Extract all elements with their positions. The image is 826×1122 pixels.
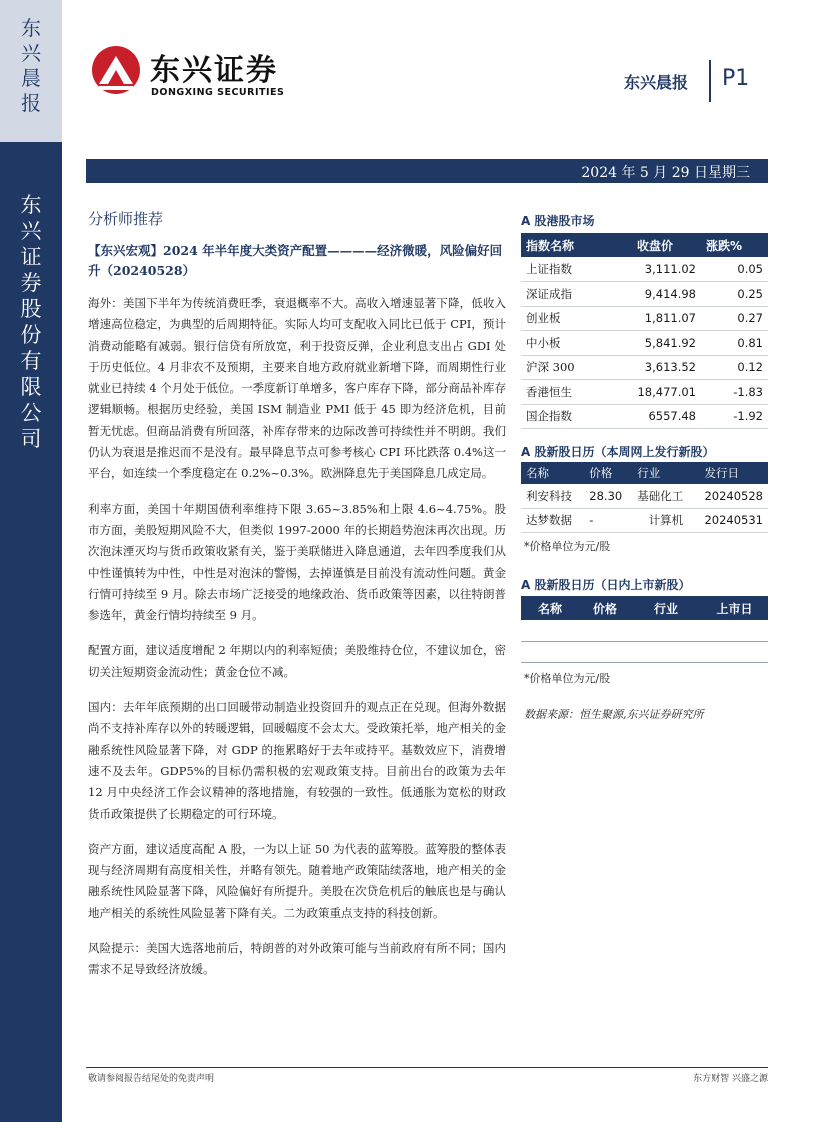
article-title: 【东兴宏观】2024 年半年度大类资产配置————经济微暖，风险偏好回升（20240528） <box>88 243 503 278</box>
close-price: 9,414.98 <box>609 282 701 307</box>
paragraph-risk: 风险提示：美国大选落地前后，特朗普的对外政策可能与当前政府有所不同；国内需求不足导致经济放缓。 <box>88 941 506 977</box>
column-header: 价格 <box>579 596 631 620</box>
report-title: 东兴晨报 <box>624 73 689 92</box>
table-header-row <box>521 462 768 484</box>
column-header: 上市日 <box>701 596 768 620</box>
change-pct: 0.81 <box>701 331 768 356</box>
table-row <box>521 380 768 405</box>
table-header-row <box>521 233 768 257</box>
table-row <box>521 620 768 641</box>
article-body <box>88 293 506 995</box>
stock-price: 28.30 <box>584 484 632 508</box>
stock-name: 达梦数据 <box>521 508 584 532</box>
stock-name: 利安科技 <box>521 484 584 508</box>
stock-price: - <box>584 508 632 532</box>
change-pct: 0.25 <box>701 282 768 307</box>
index-name: 深证成指 <box>521 282 609 307</box>
change-pct: 0.05 <box>701 257 768 282</box>
table-row <box>521 355 768 380</box>
change-pct: 0.27 <box>701 306 768 331</box>
table-row <box>521 282 768 307</box>
paragraph-domestic: 国内：去年年底预期的出口回暖带动制造业投资回升的观点正在兑现。但海外数据尚不支持补库存以外的转暖逻辑，回暖幅度不会太大。受政策托举，地产相关的金融系统性风险显著下降，对 GDP 的拖累略好于去年或持平。基数效应下，消费增速不及去年。GDP5%的目标仍需积极的宏观政策支持。目前出台的政策为去年 12 月中央经济工作会议精神的落地措施，有较强的一致性。低通胀为宽松的财政货币政策提供了长期稳定的可行环境。 <box>88 700 506 821</box>
empty-cell <box>521 620 768 641</box>
close-price: 1,811.07 <box>609 306 701 331</box>
column-header: 名称 <box>521 462 584 484</box>
column-header: 收盘价 <box>609 233 701 257</box>
empty-cell <box>521 641 768 662</box>
close-price: 18,477.01 <box>609 380 701 405</box>
sidebar-company-name: 东兴证券股份有限公司 <box>20 193 42 451</box>
column-header: 行业 <box>632 462 699 484</box>
ipo-price-note: *价格单位为元/股 <box>524 540 611 553</box>
index-name: 创业板 <box>521 306 609 331</box>
logo-english-name: DONGXING SECURITIES <box>151 87 285 98</box>
stock-industry: 计算机 <box>632 508 699 532</box>
table-row <box>521 306 768 331</box>
logo-mark-icon <box>90 44 142 102</box>
index-name: 中小板 <box>521 331 609 356</box>
ipo-table <box>521 462 768 533</box>
table-row <box>521 331 768 356</box>
section-title: 分析师推荐 <box>88 210 164 228</box>
listing-price-note: *价格单位为元/股 <box>524 672 611 685</box>
column-header: 涨跌% <box>701 233 768 257</box>
table-header-row <box>521 596 768 620</box>
data-source: 数据来源：恒生聚源,东兴证券研究所 <box>524 708 704 721</box>
issue-date: 20240528 <box>699 484 768 508</box>
column-header: 行业 <box>631 596 701 620</box>
close-price: 6557.48 <box>609 404 701 429</box>
page-number: P1 <box>722 66 750 91</box>
logo-chinese-name: 东兴证券 <box>150 53 278 88</box>
company-logo <box>90 44 290 104</box>
paragraph-rates: 利率方面，美国十年期国债利率维持下限 3.65~3.85%和上限 4.6~4.75%。股市方面，美股短期风险不大，但类似 1997-2000 年的长期趋势泡沫再次出现。历次泡沫湮灭均与货币政策收紧有关，鉴于美联储进入降息通道，去年四季度我们从中性谨慎转为中性，中性是对泡沫的警惕，去掉谨慎是目前没有流动性问题。黄金行情可持续至 9 月。除去市场广泛接受的地缘政治、货币政策等因素，以往特朗普参选年，黄金行情均持续至 9 月。 <box>88 501 506 623</box>
listing-table-title: A 股新股日历（日内上市新股） <box>521 578 691 592</box>
change-pct: 0.12 <box>701 355 768 380</box>
market-table <box>521 233 768 429</box>
index-name: 上证指数 <box>521 257 609 282</box>
paragraph-assets: 资产方面，建议适度高配 A 股，一为以上证 50 为代表的蓝筹股。蓝筹股的整体表现与经济周期有高度相关性，并略有领先。随着地产政策陆续落地，地产相关的金融系统性风险显著下降，风险偏好有所提升。美股在次贷危机后的触底也是与确认地产相关的系统性风险显著下降有关。二为政策重点支持的科技创新。 <box>88 841 506 920</box>
issue-date: 20240531 <box>699 508 768 532</box>
ipo-table-title: A 股新股日历（本周网上发行新股） <box>521 445 715 459</box>
footer-divider <box>86 1067 768 1068</box>
column-header: 指数名称 <box>521 233 609 257</box>
index-name: 国企指数 <box>521 404 609 429</box>
market-table-title: A 股港股市场 <box>521 214 595 228</box>
sidebar-report-name: 东兴晨报 <box>21 16 41 115</box>
table-row <box>521 641 768 662</box>
column-header: 名称 <box>521 596 579 620</box>
footer-slogan: 东方财智 兴盛之源 <box>693 1074 768 1084</box>
column-header: 发行日 <box>699 462 768 484</box>
footer-disclaimer: 敬请参阅报告结尾处的免责声明 <box>88 1074 215 1084</box>
paragraph-overseas: 海外：美国下半年为传统消费旺季，衰退概率不大。高收入增速显著下降，低收入增速高位稳定，为典型的后周期特征。实际人均可支配收入同比已低于 CPI，预计消费动能略有减弱。银行信贷有所放宽，利于投资反弹，企业利息支出占 GDI 处于历史低位。4 月非农不及预期，主要来自地方政府就业新增下降，而周期性行业就业已持续 4 个月处于低位。一季度新订单增多，客户库存下降，部分商品补库存逻辑顺畅。根据历史经验，美国 ISM 制造业 PMI 低于 45 即为经济危机，目前暂无忧虑。但商品消费有所回落，补库存带来的边际改善可持续性并不明朗。我们仍认为衰退是推迟而不是没有。最早降息节点可参考核心 CPI 环比跌落 0.4%这一平台，如连续一个季度稳定在 0.2%~0.3%。欧洲降息先于美国降息几成定局。 <box>88 296 506 481</box>
date-bar <box>86 159 768 183</box>
index-name: 香港恒生 <box>521 380 609 405</box>
column-header: 价格 <box>584 462 632 484</box>
stock-industry: 基础化工 <box>632 484 699 508</box>
listing-table <box>521 596 768 663</box>
report-date: 2024 年 5 月 29 日星期三 <box>581 165 750 181</box>
close-price: 3,613.52 <box>609 355 701 380</box>
close-price: 5,841.92 <box>609 331 701 356</box>
table-row <box>521 257 768 282</box>
table-row <box>521 508 768 532</box>
change-pct: -1.83 <box>701 380 768 405</box>
table-row <box>521 484 768 508</box>
header-divider <box>709 60 711 102</box>
table-row <box>521 404 768 429</box>
index-name: 沪深 300 <box>521 355 609 380</box>
close-price: 3,111.02 <box>609 257 701 282</box>
change-pct: -1.92 <box>701 404 768 429</box>
paragraph-allocation: 配置方面，建议适度增配 2 年期以内的利率短债；美股维持仓位，不建议加仓，密切关注短期资金流动性；黄金仓位不减。 <box>88 643 506 679</box>
